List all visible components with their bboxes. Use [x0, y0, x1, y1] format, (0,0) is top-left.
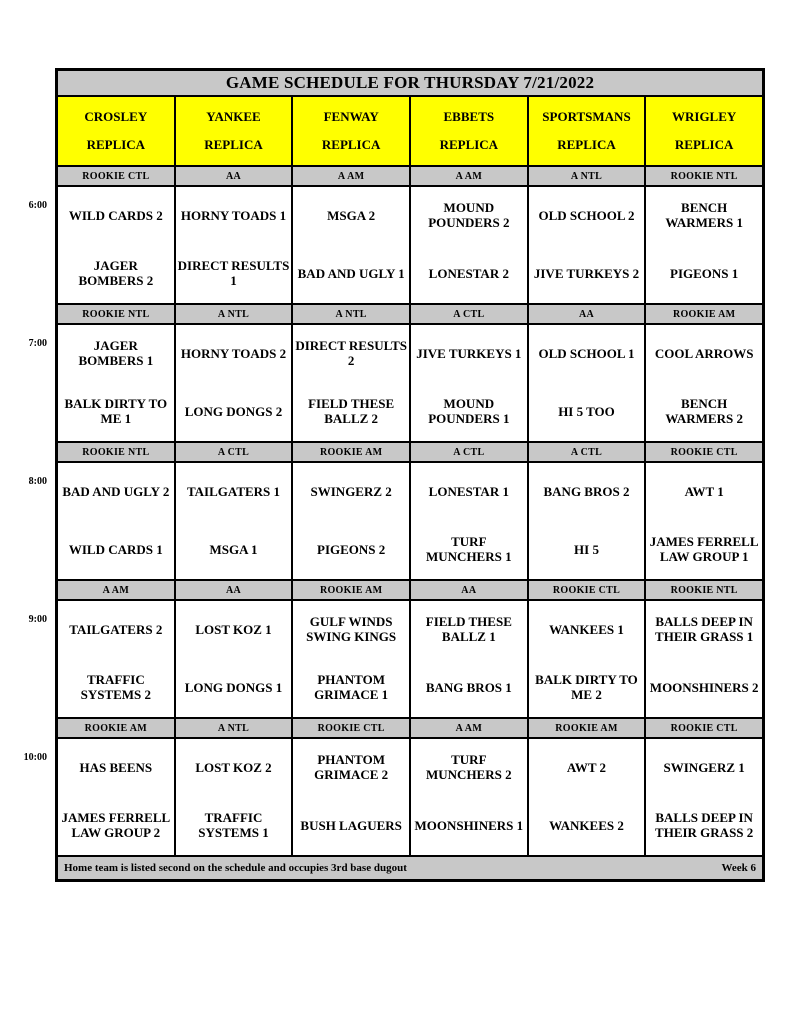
game-cell	[646, 739, 762, 855]
game-cell	[293, 187, 409, 303]
away-team: SWINGERZ 2	[310, 483, 392, 499]
home-team: BANG BROS 1	[425, 679, 512, 695]
venue-header-cell	[293, 97, 409, 165]
replica-label: REPLICA	[674, 137, 734, 152]
division-label: ROOKIE AM	[293, 443, 409, 461]
time-label: 8:00	[28, 476, 47, 487]
away-team: SWINGERZ 1	[663, 759, 745, 775]
venue-header-cell	[58, 97, 174, 165]
division-row	[58, 305, 762, 323]
home-team: FIELD THESE BALLZ 2	[308, 396, 395, 426]
away-team: OLD SCHOOL 1	[538, 345, 635, 361]
away-team: MOUND POUNDERS 2	[428, 200, 510, 230]
division-row	[58, 581, 762, 599]
game-cell	[176, 601, 292, 717]
division-label: ROOKIE CTL	[293, 719, 409, 737]
venue-name: YANKEE	[206, 109, 261, 124]
home-team: PHANTOM GRIMACE 1	[314, 672, 389, 702]
home-team: MOUND POUNDERS 1	[428, 396, 510, 426]
division-label: ROOKIE NTL	[58, 443, 174, 461]
division-label: AA	[176, 167, 292, 185]
home-team: DIRECT RESULTS 1	[177, 258, 290, 288]
game-cell	[411, 463, 527, 579]
home-team: JAGER BOMBERS 2	[78, 258, 154, 288]
game-cell	[646, 325, 762, 441]
time-label: 6:00	[28, 200, 47, 211]
home-team: WANKEES 2	[549, 817, 624, 833]
game-cell	[293, 463, 409, 579]
game-cell	[646, 187, 762, 303]
away-team: JAGER BOMBERS 1	[78, 338, 154, 368]
home-team: JIVE TURKEYS 2	[533, 265, 640, 281]
home-team: MOONSHINERS 1	[414, 817, 524, 833]
division-label: A CTL	[176, 443, 292, 461]
game-cell	[58, 463, 174, 579]
game-cell	[176, 325, 292, 441]
home-team: PIGEONS 2	[317, 541, 386, 557]
away-team: COOL ARROWS	[654, 345, 754, 361]
game-cell	[529, 463, 645, 579]
division-row	[58, 719, 762, 737]
game-cell	[529, 325, 645, 441]
replica-label: REPLICA	[321, 137, 381, 152]
division-row	[58, 167, 762, 185]
away-team: BENCH WARMERS 1	[665, 200, 743, 230]
venue-header-cell	[529, 97, 645, 165]
division-label: AA	[529, 305, 645, 323]
away-team: HORNY TOADS 1	[180, 207, 287, 223]
home-team: BALLS DEEP IN THEIR GRASS 2	[655, 810, 754, 840]
home-team: LONG DONGS 2	[184, 403, 283, 419]
away-team: MSGA 2	[327, 207, 376, 223]
venue-name: SPORTSMANS	[542, 109, 631, 124]
game-cell	[58, 187, 174, 303]
venue-header-cell	[411, 97, 527, 165]
game-cell	[58, 601, 174, 717]
division-label: A NTL	[176, 719, 292, 737]
games-row	[58, 325, 762, 441]
home-team: HI 5	[574, 541, 599, 557]
away-team: TAILGATERS 2	[69, 621, 163, 637]
division-label: ROOKIE NTL	[58, 305, 174, 323]
division-label: ROOKIE AM	[646, 305, 762, 323]
division-label: ROOKIE AM	[293, 581, 409, 599]
division-label: A AM	[293, 167, 409, 185]
venue-name: WRIGLEY	[672, 109, 737, 124]
home-team: HI 5 TOO	[558, 403, 615, 419]
division-label: A AM	[411, 167, 527, 185]
game-cell	[411, 739, 527, 855]
time-label: 9:00	[28, 614, 47, 625]
division-label: ROOKIE AM	[529, 719, 645, 737]
home-team: BALK DIRTY TO ME 1	[64, 396, 168, 426]
game-cell	[529, 739, 645, 855]
division-label: ROOKIE NTL	[646, 167, 762, 185]
schedule-title: GAME SCHEDULE FOR THURSDAY 7/21/2022	[58, 71, 762, 95]
game-cell	[293, 601, 409, 717]
home-team: BENCH WARMERS 2	[665, 396, 743, 426]
home-team: BAD AND UGLY 1	[297, 265, 405, 281]
away-team: LOST KOZ 1	[195, 621, 272, 637]
games-row	[58, 463, 762, 579]
away-team: HORNY TOADS 2	[180, 345, 287, 361]
division-label: A CTL	[411, 305, 527, 323]
away-team: GULF WINDS SWING KINGS	[306, 614, 397, 644]
home-team: TRAFFIC SYSTEMS 1	[198, 810, 269, 840]
away-team: WILD CARDS 2	[68, 207, 163, 223]
games-row	[58, 601, 762, 717]
game-cell	[529, 187, 645, 303]
replica-label: REPLICA	[204, 137, 263, 152]
away-team: JIVE TURKEYS 1	[416, 345, 522, 361]
game-cell	[411, 187, 527, 303]
venue-name: CROSLEY	[84, 109, 148, 124]
division-label: A NTL	[176, 305, 292, 323]
division-label: A NTL	[529, 167, 645, 185]
game-cell	[293, 739, 409, 855]
home-team: MSGA 1	[209, 541, 258, 557]
home-team: TURF MUNCHERS 1	[426, 534, 512, 564]
away-team: LONESTAR 1	[428, 483, 509, 499]
venue-header-row	[58, 97, 762, 165]
division-label: A CTL	[411, 443, 527, 461]
away-team: PHANTOM GRIMACE 2	[314, 752, 389, 782]
game-cell	[58, 739, 174, 855]
division-label: A AM	[58, 581, 174, 599]
home-team: JAMES FERRELL LAW GROUP 2	[61, 810, 171, 840]
schedule-table	[55, 68, 765, 882]
away-team: AWT 1	[684, 483, 724, 499]
venue-name: FENWAY	[323, 109, 379, 124]
home-team: TRAFFIC SYSTEMS 2	[80, 672, 152, 702]
game-cell	[646, 463, 762, 579]
division-label: AA	[176, 581, 292, 599]
footer-note: Home team is listed second on the schedule and occupies 3rd base dugout	[64, 862, 407, 874]
division-label: AA	[411, 581, 527, 599]
away-team: WANKEES 1	[549, 621, 624, 637]
home-team: LONESTAR 2	[428, 265, 509, 281]
game-cell	[176, 739, 292, 855]
away-team: BAD AND UGLY 2	[62, 483, 170, 499]
home-team: BUSH LAGUERS	[300, 817, 402, 833]
away-team: HAS BEENS	[79, 759, 153, 775]
division-label: A CTL	[529, 443, 645, 461]
division-label: A NTL	[293, 305, 409, 323]
game-cell	[176, 463, 292, 579]
footer-week: Week 6	[721, 862, 756, 874]
game-cell	[176, 187, 292, 303]
replica-label: REPLICA	[86, 137, 146, 152]
home-team: JAMES FERRELL LAW GROUP 1	[649, 534, 759, 564]
away-team: DIRECT RESULTS 2	[295, 338, 407, 368]
division-label: ROOKIE CTL	[646, 719, 762, 737]
time-gutter	[0, 0, 52, 1024]
game-cell	[58, 325, 174, 441]
footer-bar	[58, 857, 762, 879]
replica-label: REPLICA	[439, 137, 499, 152]
home-team: WILD CARDS 1	[68, 541, 163, 557]
division-label: ROOKIE NTL	[646, 581, 762, 599]
away-team: OLD SCHOOL 2	[538, 207, 635, 223]
division-row	[58, 443, 762, 461]
away-team: AWT 2	[566, 759, 607, 775]
venue-header-cell	[646, 97, 762, 165]
away-team: FIELD THESE BALLZ 1	[425, 614, 512, 644]
home-team: BALK DIRTY TO ME 2	[535, 672, 638, 702]
division-label: ROOKIE AM	[58, 719, 174, 737]
home-team: PIGEONS 1	[670, 265, 739, 281]
away-team: TAILGATERS 1	[186, 483, 281, 499]
time-label: 7:00	[28, 338, 47, 349]
division-label: A AM	[411, 719, 527, 737]
games-row	[58, 739, 762, 855]
division-label: ROOKIE CTL	[529, 581, 645, 599]
away-team: BALLS DEEP IN THEIR GRASS 1	[655, 614, 754, 644]
division-label: ROOKIE CTL	[646, 443, 762, 461]
game-cell	[529, 601, 645, 717]
division-label: ROOKIE CTL	[58, 167, 174, 185]
home-team: MOONSHINERS 2	[649, 679, 759, 695]
away-team: LOST KOZ 2	[195, 759, 272, 775]
game-cell	[293, 325, 409, 441]
away-team: BANG BROS 2	[543, 483, 630, 499]
time-label: 10:00	[23, 752, 47, 763]
home-team: LONG DONGS 1	[184, 679, 283, 695]
venue-header-cell	[176, 97, 292, 165]
game-cell	[411, 325, 527, 441]
game-cell	[411, 601, 527, 717]
away-team: TURF MUNCHERS 2	[426, 752, 512, 782]
games-row	[58, 187, 762, 303]
venue-name: EBBETS	[443, 109, 495, 124]
game-cell	[646, 601, 762, 717]
replica-label: REPLICA	[557, 137, 616, 152]
